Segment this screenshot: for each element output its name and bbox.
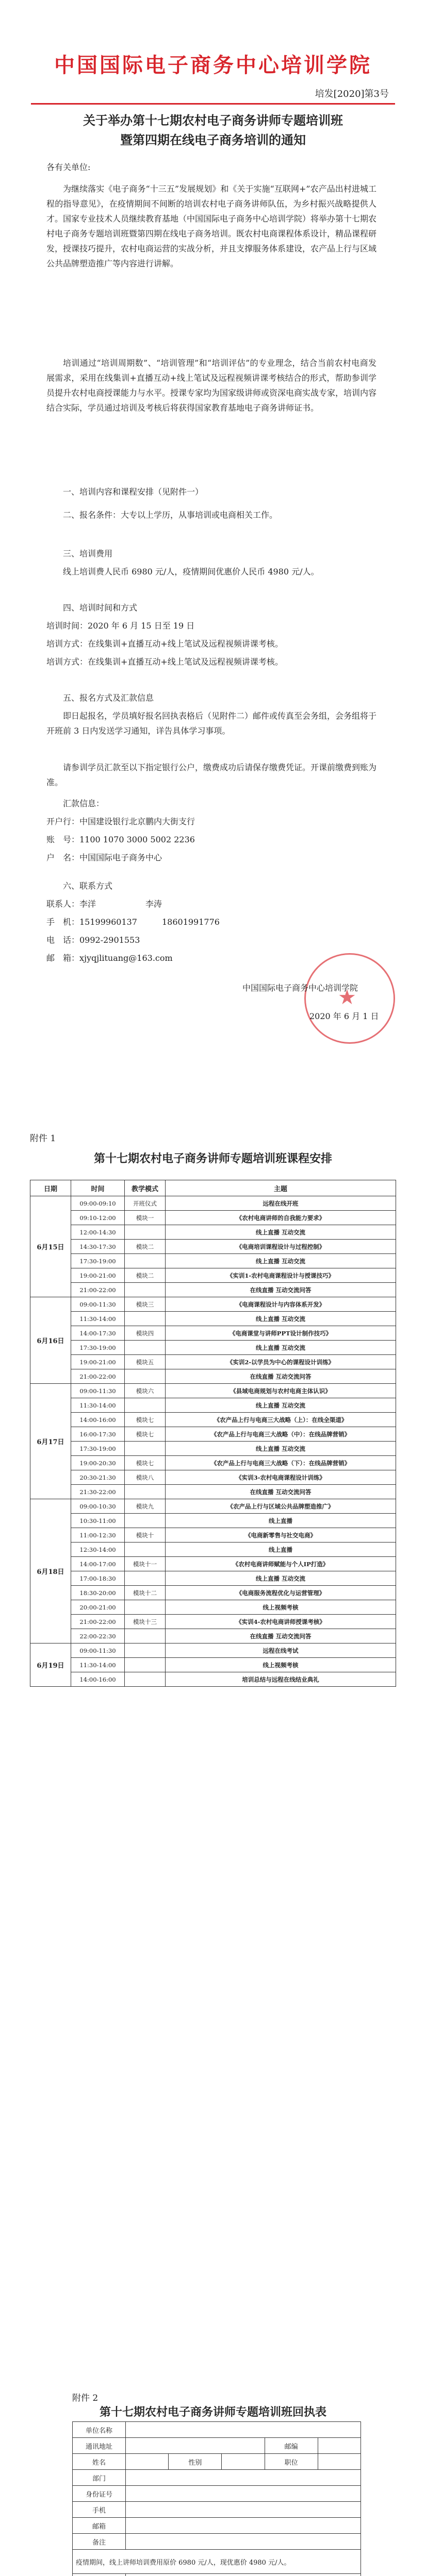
- table-row: [30, 1398, 396, 1413]
- row-topic: 《电商新零售与社交电商》: [166, 1528, 396, 1543]
- row-time: 18:30-20:00: [71, 1586, 125, 1600]
- dept-field[interactable]: [126, 2470, 361, 2486]
- section-6: 六、联系方式: [63, 881, 113, 891]
- row-topic: 培训总结与远程在线结业典礼: [166, 1672, 396, 1687]
- document-number: 培发[2020]第3号: [315, 89, 389, 99]
- bank-account: 账 号：1100 1070 3000 5002 2236: [46, 835, 195, 844]
- form-row: [73, 2574, 361, 2576]
- payment-text: 请参训学员汇款至以下指定银行公户，缴费成功后请保存缴费凭证。开课前缴费到账为准。: [46, 762, 377, 787]
- row-mode: 模块四: [125, 1326, 166, 1341]
- row-time: 19:00-20:30: [71, 1456, 125, 1470]
- zip-field[interactable]: [318, 2438, 361, 2454]
- row-time: 19:00-21:00: [71, 1355, 125, 1369]
- row-date: 6月15日: [30, 1196, 71, 1297]
- mobile-field[interactable]: [126, 2502, 361, 2518]
- row-time: 22:00-22:30: [71, 1629, 125, 1643]
- row-time: 17:30-19:00: [71, 1254, 125, 1268]
- remark-field[interactable]: [126, 2534, 361, 2550]
- row-time: 11:30-14:00: [71, 1658, 125, 1672]
- section-5: 五、报名方式及汇款信息: [63, 693, 154, 703]
- row-date: 6月16日: [30, 1297, 71, 1384]
- row-topic: 线上直播: [166, 1543, 396, 1557]
- form-row: [73, 2486, 361, 2502]
- title-line1: 关于举办第十七期农村电子商务讲师专题培训班: [83, 113, 343, 128]
- attachment-1-label: 附件 1: [30, 1133, 56, 1144]
- table-row: [30, 1470, 396, 1485]
- row-time: 14:00-17:00: [71, 1557, 125, 1571]
- paragraph-2: 培训通过“培训周期数”、“培训管理”和“培训评估”的专业理念，结合当前农村电商发展需求，采用在线集训+直播互动+线上笔试及远程视频讲课考核结合的形式，帮助参训学员提升农村电商授课能力与水平。授课专家均为国家级讲师或资深电商实战专家，培训内容结合实际，学员通过培训及考核后将获得国家教育基地电子商务讲师证书。: [46, 358, 377, 413]
- row-time: 17:00-18:30: [71, 1571, 125, 1586]
- row-mode: [125, 1283, 166, 1297]
- row-mode: 模块三: [125, 1297, 166, 1312]
- remit-title: 汇款信息：: [63, 799, 105, 808]
- row-time: 12:00-14:30: [71, 1225, 125, 1240]
- form-row: [73, 2550, 361, 2574]
- row-mode: 模块十: [125, 1528, 166, 1543]
- row-time: 21:00-22:00: [71, 1283, 125, 1297]
- row-mode: [125, 1600, 166, 1615]
- row-time: 11:00-12:30: [71, 1528, 125, 1543]
- row-mode: [125, 1369, 166, 1384]
- notice-title: [0, 111, 426, 150]
- row-mode: 模块七: [125, 1456, 166, 1470]
- row-mode: [125, 1312, 166, 1326]
- form-row: [73, 2470, 361, 2486]
- unit-label: 单位名称: [73, 2422, 126, 2438]
- table-row: [30, 1557, 396, 1571]
- table-row: [30, 1427, 396, 1442]
- issue-date: 2020 年 6 月 1 日: [309, 1011, 379, 1021]
- row-mode: [125, 1485, 166, 1499]
- contact-tel: 电 话：0992-2901553: [46, 935, 140, 945]
- row-mode: 模块二: [125, 1240, 166, 1254]
- remark-label: 备注: [73, 2534, 126, 2550]
- row-topic: 《电商培训课程设计与过程控制》: [166, 1240, 396, 1254]
- row-topic: 在线直播 互动交流问答: [166, 1485, 396, 1499]
- table-row: [30, 1355, 396, 1369]
- gender-label: 性别: [169, 2454, 222, 2470]
- table-row: [30, 1571, 396, 1586]
- row-topic: 《县域电商规划与农村电商主体认识》: [166, 1384, 396, 1398]
- contact-mobile: 手 机：15199960137 18601991776: [46, 917, 220, 927]
- training-mode-1: 培训方式：在线集训+直播互动+线上笔试及远程视频讲课考核。: [46, 639, 283, 649]
- row-topic: 《电商服务流程优化与运营管理》: [166, 1586, 396, 1600]
- row-mode: 开班仪式: [125, 1196, 166, 1211]
- row-time: 09:00-11:30: [71, 1384, 125, 1398]
- row-mode: [125, 1514, 166, 1528]
- table-row: [30, 1586, 396, 1600]
- mobile-label: 手机: [73, 2502, 126, 2518]
- row-topic: 《实训1-农村电商课程设计与授课技巧》: [166, 1268, 396, 1283]
- table-row: [30, 1196, 396, 1211]
- schedule-title: 第十七期农村电子商务讲师专题培训班课程安排: [93, 1152, 332, 1165]
- row-mode: 模块七: [125, 1427, 166, 1442]
- form-title: 第十七期农村电子商务讲师专题培训班回执表: [99, 2405, 326, 2419]
- row-date: 6月19日: [30, 1643, 71, 1687]
- row-mode: [125, 1629, 166, 1643]
- row-time: 21:00-22:00: [71, 1615, 125, 1629]
- row-time: 17:30-19:00: [71, 1442, 125, 1456]
- form-row: [73, 2534, 361, 2550]
- id-field[interactable]: [126, 2486, 361, 2502]
- registration-text: 即日起报名，学员填好报名回执表格后（见附件二）邮件或传真至会务组，会务组将于开班前 3 日内发送学习通知，详告具体学习事项。: [46, 711, 377, 736]
- row-topic: 线上直播 互动交流: [166, 1341, 396, 1355]
- row-topic: 《实训2-以学员为中心的课程设计训练》: [166, 1355, 396, 1369]
- table-row: [30, 1456, 396, 1470]
- gender-field[interactable]: [222, 2454, 265, 2470]
- row-mode: [125, 1398, 166, 1413]
- row-mode: 模块二: [125, 1268, 166, 1283]
- row-mode: [125, 1254, 166, 1268]
- header-mode: 教学模式: [125, 1180, 166, 1196]
- row-time: 12:30-14:00: [71, 1543, 125, 1557]
- table-row: [30, 1369, 396, 1384]
- form-row: [73, 2518, 361, 2534]
- table-row: [30, 1442, 396, 1456]
- row-time: 21:00-22:00: [71, 1369, 125, 1384]
- row-topic: 《农产品上行与电商三大战略（中）：在线品牌营销》: [166, 1427, 396, 1442]
- table-row: [30, 1297, 396, 1312]
- name-label: 姓名: [73, 2454, 126, 2470]
- row-mode: [125, 1225, 166, 1240]
- contact-email: 邮 箱：xjyqjlituang@163.com: [46, 953, 173, 963]
- row-mode: [125, 1658, 166, 1672]
- position-label: 职位: [265, 2454, 318, 2470]
- org-header: 中国国际电子商务中心培训学院: [54, 53, 372, 77]
- row-topic: 线上直播 互动交流: [166, 1254, 396, 1268]
- table-row: [30, 1528, 396, 1543]
- red-divider: [31, 103, 395, 105]
- table-row: [30, 1615, 396, 1629]
- address-field[interactable]: [126, 2438, 265, 2454]
- row-topic: 在线直播 互动交流问答: [166, 1283, 396, 1297]
- row-time: 10:30-11:00: [71, 1514, 125, 1528]
- row-mode: 模块八: [125, 1470, 166, 1485]
- row-mode: [125, 1543, 166, 1557]
- row-time: 11:30-14:00: [71, 1398, 125, 1413]
- row-topic: 线上直播: [166, 1514, 396, 1528]
- row-mode: [125, 1643, 166, 1658]
- row-time: 09:00-11:30: [71, 1643, 125, 1658]
- fee-note: 疫情期间，线上讲师培训费用原价 6980 元/人，现优惠价 4980 元/人。: [73, 2550, 361, 2574]
- row-time: 09:00-10:30: [71, 1499, 125, 1514]
- section-4: 四、培训时间和方式: [63, 603, 138, 613]
- unit-field[interactable]: [126, 2422, 361, 2438]
- row-time: 09:00-11:30: [71, 1297, 125, 1312]
- row-time: 14:00-17:30: [71, 1326, 125, 1341]
- row-topic: 《实训3-农村电商课程设计训练》: [166, 1470, 396, 1485]
- row-topic: 线上视频考核: [166, 1600, 396, 1615]
- row-topic: 线上直播 互动交流: [166, 1571, 396, 1586]
- table-row: [30, 1514, 396, 1528]
- row-time: 21:30-22:00: [71, 1485, 125, 1499]
- salutation: 各有关单位:: [46, 162, 91, 172]
- table-row: [30, 1268, 396, 1283]
- row-time: 17:30-19:00: [71, 1341, 125, 1355]
- row-time: 16:00-17:30: [71, 1427, 125, 1442]
- name-field[interactable]: [126, 2454, 169, 2470]
- row-time: 14:00-16:00: [71, 1413, 125, 1427]
- signature: 中国国际电子商务中心培训学院: [242, 983, 358, 993]
- table-row: [30, 1240, 396, 1254]
- section-3: 三、培训费用: [63, 549, 113, 558]
- contact-people: 联系人：李洋 李涛: [46, 899, 162, 909]
- row-topic: 《农村电商讲师的自我能力要求》: [166, 1211, 396, 1225]
- table-row: [30, 1326, 396, 1341]
- table-row: [30, 1485, 396, 1499]
- table-row: [30, 1211, 396, 1225]
- row-mode: [125, 1341, 166, 1355]
- row-topic: 在线直播 互动交流问答: [166, 1369, 396, 1384]
- row-mode: 模块七: [125, 1413, 166, 1427]
- official-seal: [304, 953, 395, 1044]
- table-row: [30, 1341, 396, 1355]
- fee-text: 线上培训费人民币 6980 元/人，疫情期间优惠价人民币 4980 元/人。: [63, 567, 319, 577]
- attachment-2-label: 附件 2: [72, 2393, 99, 2403]
- table-row: [30, 1384, 396, 1398]
- row-mode: 模块十二: [125, 1586, 166, 1600]
- row-topic: 在线直播 互动交流问答: [166, 1629, 396, 1643]
- row-date: 6月17日: [30, 1384, 71, 1499]
- training-time: 培训时间：2020 年 6 月 15 日至 19 日: [46, 621, 195, 631]
- row-topic: 《电商课堂与讲师PPT设计制作技巧》: [166, 1326, 396, 1341]
- header-date: 日期: [30, 1180, 71, 1196]
- row-topic: 线上视频考核: [166, 1658, 396, 1672]
- row-mode: [125, 1571, 166, 1586]
- row-time: 19:00-21:00: [71, 1268, 125, 1283]
- paragraph-1: 为继续落实《电子商务“十三五”发展规划》和《关于实施“互联网+”农产品出村进城工程的指导意见》，在疫情期间不间断的培训农村电子商务讲师队伍，为乡村振兴战略提供人才。国家专业技术人员继续教育基地（中国国际电子商务中心培训学院）将举办第十七期农村电子商务专题培训班暨第四期在线电子商务培训。既农村电商课程体系设计，精品课程研发，授课技巧提升，农村电商运营的实战分析，并且支撑服务体系建设，农产品上行与区域公共品牌塑造推广等内容进行讲解。: [46, 184, 377, 268]
- form-row: [73, 2422, 361, 2438]
- row-mode: [125, 1672, 166, 1687]
- title-line2: 暨第四期在线电子商务培训的通知: [120, 132, 306, 147]
- table-row: [30, 1225, 396, 1240]
- email-field[interactable]: [126, 2518, 361, 2534]
- row-time: 11:30-14:00: [71, 1312, 125, 1326]
- row-mode: 模块一: [125, 1211, 166, 1225]
- row-time: 20:00-21:00: [71, 1600, 125, 1615]
- row-time: 20:30-21:30: [71, 1470, 125, 1485]
- row-mode: [125, 1442, 166, 1456]
- row-date: 6月18日: [30, 1499, 71, 1643]
- dept-label: 部门: [73, 2470, 126, 2486]
- header-topic: 主题: [166, 1180, 396, 1196]
- row-topic: 《农产品上行与区域公共品牌塑造推广》: [166, 1499, 396, 1514]
- table-row: [30, 1643, 396, 1658]
- row-topic: 《农村电商讲师赋能与个人IP打造》: [166, 1557, 396, 1571]
- row-topic: 线上直播 互动交流: [166, 1225, 396, 1240]
- table-row: [30, 1543, 396, 1557]
- section-1: 一、培训内容和课程安排（见附件一）: [63, 487, 204, 497]
- table-row: [30, 1312, 396, 1326]
- table-row: [30, 1629, 396, 1643]
- row-mode: 模块十一: [125, 1557, 166, 1571]
- position-field[interactable]: [318, 2454, 361, 2470]
- bank-name: 开户行：中国建设银行北京鹏内大街支行: [46, 817, 195, 826]
- table-row: [30, 1254, 396, 1268]
- row-topic: 《电商课程设计与内容体系开发》: [166, 1297, 396, 1312]
- row-mode: 模块六: [125, 1384, 166, 1398]
- row-time: 09:00-09:10: [71, 1196, 125, 1211]
- table-row: [30, 1600, 396, 1615]
- table-row: [30, 1672, 396, 1687]
- row-topic: 远程在线考试: [166, 1643, 396, 1658]
- row-topic: 线上直播 互动交流: [166, 1312, 396, 1326]
- table-row: [30, 1283, 396, 1297]
- form-bank: [126, 2574, 361, 2576]
- training-mode-2: 培训方式：在线集训+直播互动+线上笔试及远程视频讲课考核。: [46, 657, 283, 667]
- row-time: 14:00-16:00: [71, 1672, 125, 1687]
- header-time: 时间: [71, 1180, 125, 1196]
- remit-label: [73, 2574, 126, 2576]
- id-label: 身份证号: [73, 2486, 126, 2502]
- form-row: [73, 2438, 361, 2454]
- row-time: 09:10-12:00: [71, 1211, 125, 1225]
- row-topic: 线上直播 互动交流: [166, 1398, 396, 1413]
- account-name: 户 名：中国国际电子商务中心: [46, 853, 162, 862]
- row-topic: 《农产品上行与电商三大战略（下）：在线品牌营销》: [166, 1456, 396, 1470]
- schedule-header-row: [30, 1180, 396, 1196]
- zip-label: 邮编: [265, 2438, 318, 2454]
- form-row: [73, 2454, 361, 2470]
- email-label: 邮箱: [73, 2518, 126, 2534]
- address-label: 通讯地址: [73, 2438, 126, 2454]
- row-mode: 模块十三: [125, 1615, 166, 1629]
- row-mode: 模块五: [125, 1355, 166, 1369]
- table-row: [30, 1413, 396, 1427]
- form-row: [73, 2502, 361, 2518]
- section-2: 二、报名条件：大专以上学历，从事培训或电商相关工作。: [63, 510, 278, 520]
- table-row: [30, 1499, 396, 1514]
- row-topic: 《农产品上行与电商三大战略（上）：在线全渠道》: [166, 1413, 396, 1427]
- schedule-table: [30, 1180, 396, 1687]
- row-mode: 模块九: [125, 1499, 166, 1514]
- row-topic: 远程在线开班: [166, 1196, 396, 1211]
- table-row: [30, 1658, 396, 1672]
- registration-form: [72, 2421, 361, 2576]
- row-time: 14:30-17:30: [71, 1240, 125, 1254]
- row-topic: 《实训4-农村电商讲师授课考核》: [166, 1615, 396, 1629]
- row-topic: 线上直播 互动交流: [166, 1442, 396, 1456]
